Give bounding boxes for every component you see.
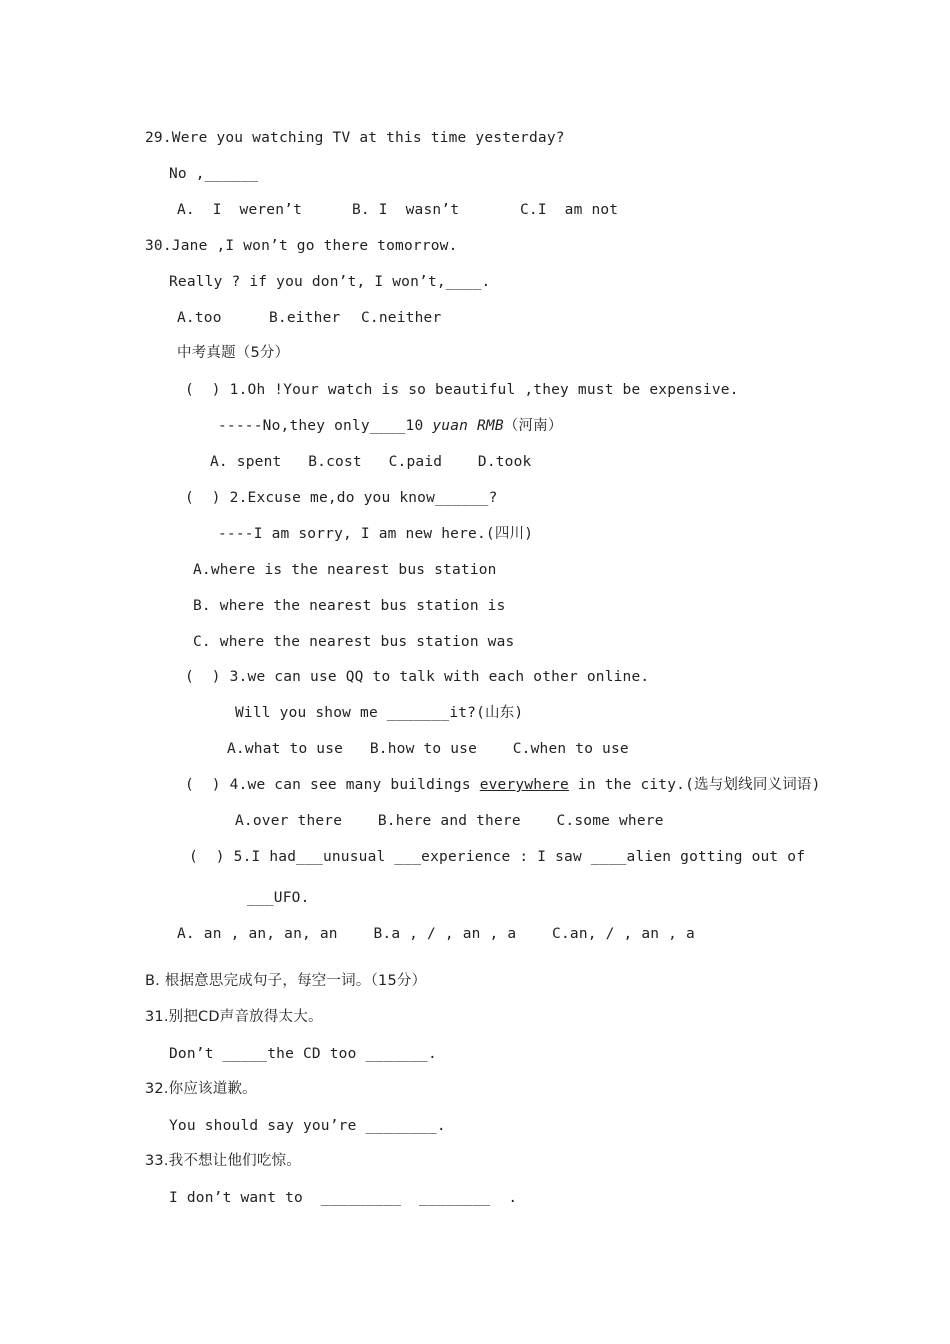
exam-item-2-lead: ( ) 2.Excuse me,do you know______? [185, 490, 498, 506]
q32-prompt: 32.你应该道歉。 [145, 1081, 257, 1097]
exam-item-1-dialog [218, 416, 563, 436]
q30-question: 30.Jane ,I won’t go there tomorrow. [145, 238, 458, 254]
exam-item-4-lead-rest: in the city.(选与划线同义词语) [569, 777, 821, 793]
exam-item-3-dialog: Will you show me _______it?(山东) [235, 705, 524, 721]
exam-item-4-options: A.over there B.here and there C.some where [235, 813, 664, 829]
q33-answer-line: I don’t want to _________ ________ . [169, 1190, 518, 1206]
q29-option-c: C.I am not [520, 202, 619, 218]
q29-question: 29.Were you watching TV at this time yesterday? [145, 130, 565, 146]
exam-item-5-continuation: ___UFO. [247, 890, 310, 906]
exam-item-5-options: A. an , an, an, an B.a , / , an , a C.an, / , an , a [177, 926, 695, 942]
q29-option-b: B. I wasn’t [352, 202, 460, 218]
exam-item-4-lead-text: ( ) 4.we can see many buildings [185, 777, 480, 793]
exam-item-2-dialog: ----I am sorry, I am new here.(四川) [218, 526, 534, 542]
exam-item-1-dialog-text: -----No,they only____10 [218, 418, 433, 434]
q30-option-a: A.too [177, 310, 222, 326]
exam-item-2-option-a: A.where is the nearest bus station [193, 562, 497, 578]
q31-answer-line: Don’t _____the CD too _______. [169, 1046, 437, 1062]
q30-option-b: B.either [269, 310, 341, 326]
q30-answer-line: Really ? if you don’t, I won’t,____. [169, 274, 491, 290]
exam-item-2-option-b: B. where the nearest bus station is [193, 598, 506, 614]
q29-option-a: A. I weren’t [177, 202, 303, 218]
exam-item-1-lead: ( ) 1.Oh !Your watch is so beautiful ,they must be expensive. [185, 382, 739, 398]
exam-item-2-option-c: C. where the nearest bus station was [193, 634, 515, 650]
exam-item-3-lead: ( ) 3.we can use QQ to talk with each other online. [185, 669, 650, 685]
section-b-title: B. 根据意思完成句子，每空一词。（15分） [145, 973, 427, 989]
exam-item-1-options: A. spent B.cost C.paid D.took [210, 454, 532, 470]
exam-item-1-source: （河南） [503, 418, 563, 434]
exam-section-title: 中考真题（5分） [177, 345, 290, 361]
q33-prompt: 33.我不想让他们吃惊。 [145, 1153, 301, 1169]
q30-option-c: C.neither [361, 310, 442, 326]
q31-prompt: 31.别把CD声音放得太大。 [145, 1009, 323, 1025]
exam-item-5-lead: ( ) 5.I had___unusual ___experience : I saw ____alien gotting out of [189, 849, 806, 865]
exam-item-3-options: A.what to use B.how to use C.when to use [227, 741, 629, 757]
q29-answer-line: No ,______ [169, 166, 259, 182]
exam-item-4-underlined-word: everywhere [479, 777, 569, 793]
exam-item-1-currency: yuan RMB [432, 418, 504, 434]
exam-item-4-lead [185, 775, 821, 795]
q32-answer-line: You should say you’re ________. [169, 1118, 446, 1134]
